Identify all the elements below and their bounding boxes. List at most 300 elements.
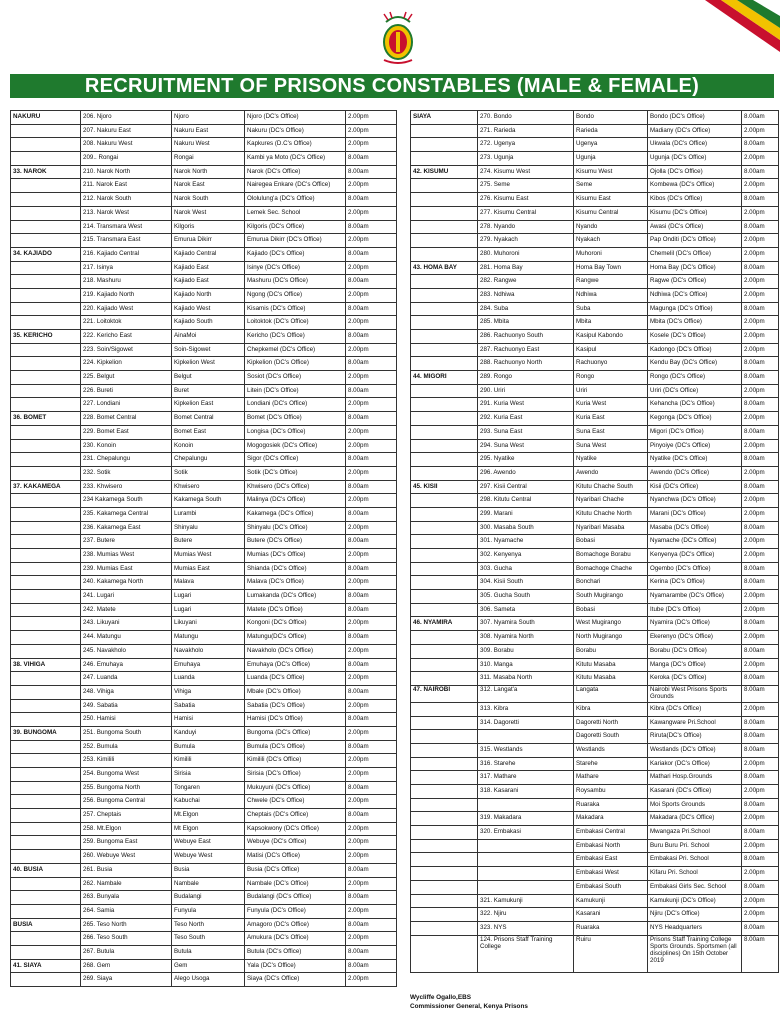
- sub-county-cell: Dagoretti North: [574, 716, 648, 730]
- county-cell: [11, 384, 81, 398]
- venue-cell: Luanda (DC's Office): [245, 672, 346, 686]
- signature-role: Commissioner General, Kenya Prisons: [410, 1003, 528, 1010]
- county-cell: [411, 590, 478, 604]
- table-row: [411, 867, 779, 881]
- time-cell: 2.00pm: [346, 206, 397, 220]
- table-row: [411, 549, 779, 563]
- time-cell: 8.00am: [346, 562, 397, 576]
- sub-county-cell: Embakasi West: [574, 867, 648, 881]
- county-cell: [411, 771, 478, 785]
- table-row: [11, 330, 397, 344]
- time-cell: 8.00am: [346, 247, 397, 261]
- sub-county-cell: Kitutu Masaba: [574, 672, 648, 686]
- centre-cell: 314. Dagoretti: [478, 716, 574, 730]
- county-cell: [411, 730, 478, 744]
- time-cell: 2.00pm: [346, 644, 397, 658]
- table-row: [411, 812, 779, 826]
- centre-cell: 209.. Rongai: [81, 152, 172, 166]
- venue-cell: Mwangaza Pri.School: [648, 826, 742, 840]
- county-cell: [411, 631, 478, 645]
- time-cell: 2.00pm: [346, 549, 397, 563]
- table-row: [11, 973, 397, 987]
- time-cell: 8.00am: [346, 685, 397, 699]
- time-cell: 2.00pm: [346, 877, 397, 891]
- time-cell: 8.00am: [742, 617, 779, 631]
- county-cell: [411, 384, 478, 398]
- sub-county-cell: Gem: [172, 959, 245, 973]
- table-row: [11, 288, 397, 302]
- venue-cell: Chepkemel (DC's Office): [245, 343, 346, 357]
- table-row: [11, 740, 397, 754]
- table-row: [411, 357, 779, 371]
- sub-county-cell: Kajiado South: [172, 316, 245, 330]
- centre-cell: 236. Kakamega East: [81, 521, 172, 535]
- sub-county-cell: Kanduyi: [172, 726, 245, 740]
- county-cell: 45. KISII: [411, 480, 478, 494]
- county-cell: [11, 699, 81, 713]
- county-cell: 42. KISUMU: [411, 165, 478, 179]
- county-cell: [411, 603, 478, 617]
- sub-county-cell: Sabatia: [172, 699, 245, 713]
- sub-county-cell: Rarieda: [574, 124, 648, 138]
- centre-cell: 238. Mumias West: [81, 549, 172, 563]
- county-cell: [11, 877, 81, 891]
- centre-cell: 213. Narok West: [81, 206, 172, 220]
- sub-county-cell: Kajiado East: [172, 275, 245, 289]
- venue-cell: Malava (DC's Office): [245, 576, 346, 590]
- venue-cell: Awendo (DC's Office): [648, 466, 742, 480]
- sub-county-cell: Kasipul Kabondo: [574, 330, 648, 344]
- time-cell: 2.00pm: [742, 384, 779, 398]
- sub-county-cell: Bomachoge Chache: [574, 562, 648, 576]
- venue-cell: Nairobi West Prisons Sports Grounds: [648, 685, 742, 702]
- time-cell: 2.00pm: [346, 576, 397, 590]
- table-row: [411, 644, 779, 658]
- time-cell: 2.00pm: [346, 932, 397, 946]
- centre-cell: 227. Londiani: [81, 398, 172, 412]
- time-cell: 2.00pm: [346, 617, 397, 631]
- county-cell: [11, 220, 81, 234]
- time-cell: 8.00am: [742, 220, 779, 234]
- centre-cell: 241. Lugari: [81, 590, 172, 604]
- time-cell: 2.00pm: [742, 631, 779, 645]
- centre-cell: 221. Loitoktok: [81, 316, 172, 330]
- centre-cell: 307. Nyamira South: [478, 617, 574, 631]
- county-cell: [411, 206, 478, 220]
- sub-county-cell: Malava: [172, 576, 245, 590]
- centre-cell: [478, 839, 574, 853]
- centre-cell: 281. Homa Bay: [478, 261, 574, 275]
- table-row: [11, 193, 397, 207]
- venue-cell: Kisamis (DC's Office): [245, 302, 346, 316]
- time-cell: 2.00pm: [346, 850, 397, 864]
- venue-cell: Sirisia (DC's Office): [245, 768, 346, 782]
- centre-cell: 262. Nambale: [81, 877, 172, 891]
- county-cell: [411, 921, 478, 935]
- county-cell: [411, 247, 478, 261]
- table-row: [411, 247, 779, 261]
- table-row: [11, 261, 397, 275]
- time-cell: 8.00am: [742, 672, 779, 686]
- time-cell: 2.00pm: [346, 234, 397, 248]
- sub-county-cell: Embakasi North: [574, 839, 648, 853]
- venue-cell: Emurua Dikirr (DC's Office): [245, 234, 346, 248]
- sub-county-cell: Nyaribari Masaba: [574, 521, 648, 535]
- sub-county-cell: Sirisia: [172, 768, 245, 782]
- county-cell: [11, 521, 81, 535]
- centre-cell: 295. Nyatike: [478, 453, 574, 467]
- time-cell: 8.00am: [742, 935, 779, 972]
- time-cell: 8.00am: [742, 357, 779, 371]
- sub-county-cell: Kuria West: [574, 398, 648, 412]
- venue-cell: Ekerenyo (DC's Office): [648, 631, 742, 645]
- table-row: [411, 658, 779, 672]
- venue-cell: Prisons Staff Training College Sports Grounds. Sportsmen (all disciplines) On 15th October 2019: [648, 935, 742, 972]
- venue-cell: Funyula (DC's Office): [245, 904, 346, 918]
- county-cell: [11, 343, 81, 357]
- centre-cell: 265. Teso North: [81, 918, 172, 932]
- venue-cell: Magunga (DC's Office): [648, 302, 742, 316]
- sub-county-cell: Kasarani: [574, 908, 648, 922]
- sub-county-cell: Homa Bay Town: [574, 261, 648, 275]
- time-cell: 2.00pm: [346, 836, 397, 850]
- time-cell: 8.00am: [742, 880, 779, 894]
- sub-county-cell: Kasipul: [574, 343, 648, 357]
- centre-cell: 260. Webuye West: [81, 850, 172, 864]
- table-row: [411, 330, 779, 344]
- time-cell: 8.00am: [346, 220, 397, 234]
- time-cell: 2.00pm: [346, 261, 397, 275]
- county-cell: 39. BUNGOMA: [11, 726, 81, 740]
- county-cell: [411, 152, 478, 166]
- county-cell: 47. NAIROBI: [411, 685, 478, 702]
- county-cell: [11, 904, 81, 918]
- table-row: [411, 398, 779, 412]
- venue-cell: Kakamega (DC's Office): [245, 507, 346, 521]
- venue-cell: Nyamache (DC's Office): [648, 535, 742, 549]
- county-cell: [411, 658, 478, 672]
- venue-cell: Cheptais (DC's Office): [245, 809, 346, 823]
- county-cell: [411, 798, 478, 812]
- table-row: [11, 384, 397, 398]
- table-row: [411, 480, 779, 494]
- time-cell: 8.00am: [742, 480, 779, 494]
- centre-cell: [478, 853, 574, 867]
- time-cell: 2.00pm: [346, 822, 397, 836]
- table-row: [11, 425, 397, 439]
- sub-county-cell: Bobasi: [574, 535, 648, 549]
- time-cell: 2.00pm: [742, 288, 779, 302]
- sub-county-cell: Mathare: [574, 771, 648, 785]
- county-cell: [411, 894, 478, 908]
- centre-cell: 287. Rachuonyo East: [478, 343, 574, 357]
- sub-county-cell: Chepalungu: [172, 453, 245, 467]
- sub-county-cell: Alego Usoga: [172, 973, 245, 987]
- sub-county-cell: Kitutu Chache South: [574, 480, 648, 494]
- centre-cell: 267. Butula: [81, 945, 172, 959]
- sub-county-cell: Rongo: [574, 371, 648, 385]
- venue-cell: Riruta(DC's Office): [648, 730, 742, 744]
- sub-county-cell: Sotik: [172, 466, 245, 480]
- venue-cell: Siaya (DC's Office): [245, 973, 346, 987]
- time-cell: 8.00am: [742, 521, 779, 535]
- centre-cell: 222. Kericho East: [81, 330, 172, 344]
- centre-cell: 308. Nyamira North: [478, 631, 574, 645]
- centre-cell: 244. Matungu: [81, 631, 172, 645]
- county-cell: [11, 124, 81, 138]
- table-row: [411, 494, 779, 508]
- time-cell: 8.00am: [346, 384, 397, 398]
- county-cell: [11, 644, 81, 658]
- county-cell: [11, 535, 81, 549]
- county-cell: [411, 138, 478, 152]
- time-cell: 8.00am: [742, 716, 779, 730]
- table-row: [411, 343, 779, 357]
- sub-county-cell: Ndhiwa: [574, 288, 648, 302]
- centre-cell: 246. Emuhaya: [81, 658, 172, 672]
- county-cell: [11, 617, 81, 631]
- time-cell: 2.00pm: [742, 908, 779, 922]
- sub-county-cell: Nyakach: [574, 234, 648, 248]
- county-cell: 46. NYAMIRA: [411, 617, 478, 631]
- sub-county-cell: Nyatike: [574, 453, 648, 467]
- table-row: [411, 288, 779, 302]
- time-cell: 8.00am: [742, 743, 779, 757]
- sub-county-cell: Ugunja: [574, 152, 648, 166]
- county-cell: [11, 138, 81, 152]
- venue-cell: Bomet (DC's Office): [245, 412, 346, 426]
- sub-county-cell: Lugari: [172, 590, 245, 604]
- time-cell: 8.00am: [346, 631, 397, 645]
- centre-cell: 255. Bungoma North: [81, 781, 172, 795]
- centre-cell: 245. Navakholo: [81, 644, 172, 658]
- time-cell: 2.00pm: [346, 316, 397, 330]
- centre-cell: 297. Kisii Central: [478, 480, 574, 494]
- county-cell: [411, 672, 478, 686]
- centre-cell: 298. Kitutu Central: [478, 494, 574, 508]
- sub-county-cell: Ruiru: [574, 935, 648, 972]
- sub-county-cell: Kitutu Chache North: [574, 507, 648, 521]
- table-row: [11, 685, 397, 699]
- centre-cell: 214. Transmara West: [81, 220, 172, 234]
- table-row: [411, 425, 779, 439]
- table-row: [411, 839, 779, 853]
- time-cell: 8.00am: [742, 193, 779, 207]
- table-row: [11, 932, 397, 946]
- venue-cell: Itube (DC's Office): [648, 603, 742, 617]
- venue-cell: Matete (DC's Office): [245, 603, 346, 617]
- sub-county-cell: Luanda: [172, 672, 245, 686]
- table-row: [11, 124, 397, 138]
- venue-cell: Khwisero (DC's Office): [245, 480, 346, 494]
- centre-cell: 279. Nyakach: [478, 234, 574, 248]
- table-row: [411, 206, 779, 220]
- centre-cell: 218. Mashuru: [81, 275, 172, 289]
- county-cell: [411, 220, 478, 234]
- county-cell: 34. KAJIADO: [11, 247, 81, 261]
- venue-cell: Rongo (DC's Office): [648, 371, 742, 385]
- time-cell: 2.00pm: [346, 398, 397, 412]
- venue-cell: Bondo (DC's Office): [648, 111, 742, 125]
- centre-cell: 207. Nakuru East: [81, 124, 172, 138]
- table-row: [11, 302, 397, 316]
- time-cell: 8.00am: [742, 425, 779, 439]
- centre-cell: 248. Vihiga: [81, 685, 172, 699]
- time-cell: 2.00pm: [346, 973, 397, 987]
- centre-cell: 304. Kisii South: [478, 576, 574, 590]
- sub-county-cell: Likuyani: [172, 617, 245, 631]
- venue-cell: Kendu Bay (DC's Office): [648, 357, 742, 371]
- venue-cell: Amukura (DC's Office): [245, 932, 346, 946]
- centre-cell: 293. Suna East: [478, 425, 574, 439]
- table-row: [11, 521, 397, 535]
- centre-cell: 289. Rongo: [478, 371, 574, 385]
- centre-cell: 299. Marani: [478, 507, 574, 521]
- centre-cell: 291. Kuria West: [478, 398, 574, 412]
- table-row: [411, 743, 779, 757]
- county-cell: [11, 371, 81, 385]
- centre-cell: [478, 867, 574, 881]
- table-row: [11, 959, 397, 973]
- time-cell: 2.00pm: [346, 795, 397, 809]
- centre-cell: 263. Bunyala: [81, 891, 172, 905]
- centre-cell: 240. Kakamega North: [81, 576, 172, 590]
- centre-cell: 211. Narok East: [81, 179, 172, 193]
- sub-county-cell: Funyula: [172, 904, 245, 918]
- county-cell: 35. KERICHO: [11, 330, 81, 344]
- time-cell: 2.00pm: [346, 726, 397, 740]
- table-row: [11, 822, 397, 836]
- table-row: [11, 699, 397, 713]
- county-cell: [11, 466, 81, 480]
- centre-cell: 247. Luanda: [81, 672, 172, 686]
- sub-county-cell: Hamisi: [172, 713, 245, 727]
- centre-cell: 282. Rangwe: [478, 275, 574, 289]
- centre-cell: 286. Rachuonyo South: [478, 330, 574, 344]
- county-cell: [411, 853, 478, 867]
- sub-county-cell: Bondo: [574, 111, 648, 125]
- venue-cell: Migori (DC's Office): [648, 425, 742, 439]
- centre-cell: 208. Nakuru West: [81, 138, 172, 152]
- centre-cell: 277. Kisumu Central: [478, 206, 574, 220]
- sub-county-cell: Bomet Central: [172, 412, 245, 426]
- sub-county-cell: Webuye East: [172, 836, 245, 850]
- sub-county-cell: Embakasi East: [574, 853, 648, 867]
- sub-county-cell: Ruaraka: [574, 921, 648, 935]
- time-cell: 8.00am: [346, 809, 397, 823]
- centre-cell: 312. Langat'a: [478, 685, 574, 702]
- venue-cell: Navakholo (DC's Office): [245, 644, 346, 658]
- county-cell: [411, 425, 478, 439]
- sub-county-cell: Suba: [574, 302, 648, 316]
- centre-cell: 254. Bungoma West: [81, 768, 172, 782]
- centre-cell: 319. Makadara: [478, 812, 574, 826]
- centre-cell: 273. Ugunja: [478, 152, 574, 166]
- venue-cell: Kongoni (DC's Office): [245, 617, 346, 631]
- venue-cell: NYS Headquarters: [648, 921, 742, 935]
- time-cell: 8.00am: [346, 453, 397, 467]
- centre-cell: 321. Kamukunji: [478, 894, 574, 908]
- county-cell: [411, 330, 478, 344]
- sub-county-cell: Lugari: [172, 603, 245, 617]
- venue-cell: Mukuyuni (DC's Office): [245, 781, 346, 795]
- sub-county-cell: Suna East: [574, 425, 648, 439]
- centre-cell: 216. Kajiado Central: [81, 247, 172, 261]
- county-cell: [11, 809, 81, 823]
- table-row: [411, 384, 779, 398]
- venue-cell: Lumakanda (DC's Office): [245, 590, 346, 604]
- centre-cell: 224. Kipkelion: [81, 357, 172, 371]
- centre-cell: 271. Rarieda: [478, 124, 574, 138]
- centre-cell: 305. Gucha South: [478, 590, 574, 604]
- sub-county-cell: Borabu: [574, 644, 648, 658]
- venue-cell: Matisi (DC's Office): [245, 850, 346, 864]
- sub-county-cell: Mt Elgon: [172, 822, 245, 836]
- centre-cell: 280. Muhoroni: [478, 247, 574, 261]
- venue-cell: Shinyalu (DC's Office): [245, 521, 346, 535]
- county-cell: [11, 439, 81, 453]
- sub-county-cell: Budalangi: [172, 891, 245, 905]
- county-cell: [11, 685, 81, 699]
- county-cell: [411, 935, 478, 972]
- table-row: [11, 138, 397, 152]
- time-cell: 2.00pm: [346, 439, 397, 453]
- county-cell: [411, 867, 478, 881]
- table-row: [11, 152, 397, 166]
- time-cell: 8.00am: [742, 826, 779, 840]
- time-cell: 2.00pm: [742, 507, 779, 521]
- venue-cell: Nambale (DC's Office): [245, 877, 346, 891]
- sub-county-cell: Bonchari: [574, 576, 648, 590]
- right-recruitment-table: [410, 110, 779, 973]
- table-row: [411, 439, 779, 453]
- sub-county-cell: Kisumu Central: [574, 206, 648, 220]
- venue-cell: Borabu (DC's Office): [648, 644, 742, 658]
- table-row: [11, 562, 397, 576]
- time-cell: 2.00pm: [742, 247, 779, 261]
- time-cell: 2.00pm: [346, 768, 397, 782]
- county-cell: [411, 357, 478, 371]
- venue-cell: Kenyenya (DC's Office): [648, 549, 742, 563]
- time-cell: 8.00am: [346, 945, 397, 959]
- sub-county-cell: Langata: [574, 685, 648, 702]
- venue-cell: Longisa (DC's Office): [245, 425, 346, 439]
- venue-cell: Embakasi Pri. School: [648, 853, 742, 867]
- venue-cell: Nyatike (DC's Office): [648, 453, 742, 467]
- time-cell: 8.00am: [742, 853, 779, 867]
- venue-cell: Shianda (DC's Office): [245, 562, 346, 576]
- sub-county-cell: Dagoretti South: [574, 730, 648, 744]
- table-row: [11, 658, 397, 672]
- venue-cell: Amagoro (DC's Office): [245, 918, 346, 932]
- table-row: [11, 398, 397, 412]
- county-cell: 43. HOMA BAY: [411, 261, 478, 275]
- time-cell: 2.00pm: [742, 330, 779, 344]
- table-row: [11, 891, 397, 905]
- centre-cell: 124. Prisons Staff Training College: [478, 935, 574, 972]
- county-cell: [11, 740, 81, 754]
- table-row: [11, 480, 397, 494]
- table-row: [411, 152, 779, 166]
- table-row: [11, 603, 397, 617]
- venue-cell: Westlands (DC's Office): [648, 743, 742, 757]
- county-cell: 38. VIHIGA: [11, 658, 81, 672]
- sub-county-cell: Kisumu East: [574, 193, 648, 207]
- sub-county-cell: Nakuru West: [172, 138, 245, 152]
- venue-cell: Malinya (DC's Office): [245, 494, 346, 508]
- venue-cell: Nairegea Enkare (DC's Office): [245, 179, 346, 193]
- time-cell: 2.00pm: [346, 371, 397, 385]
